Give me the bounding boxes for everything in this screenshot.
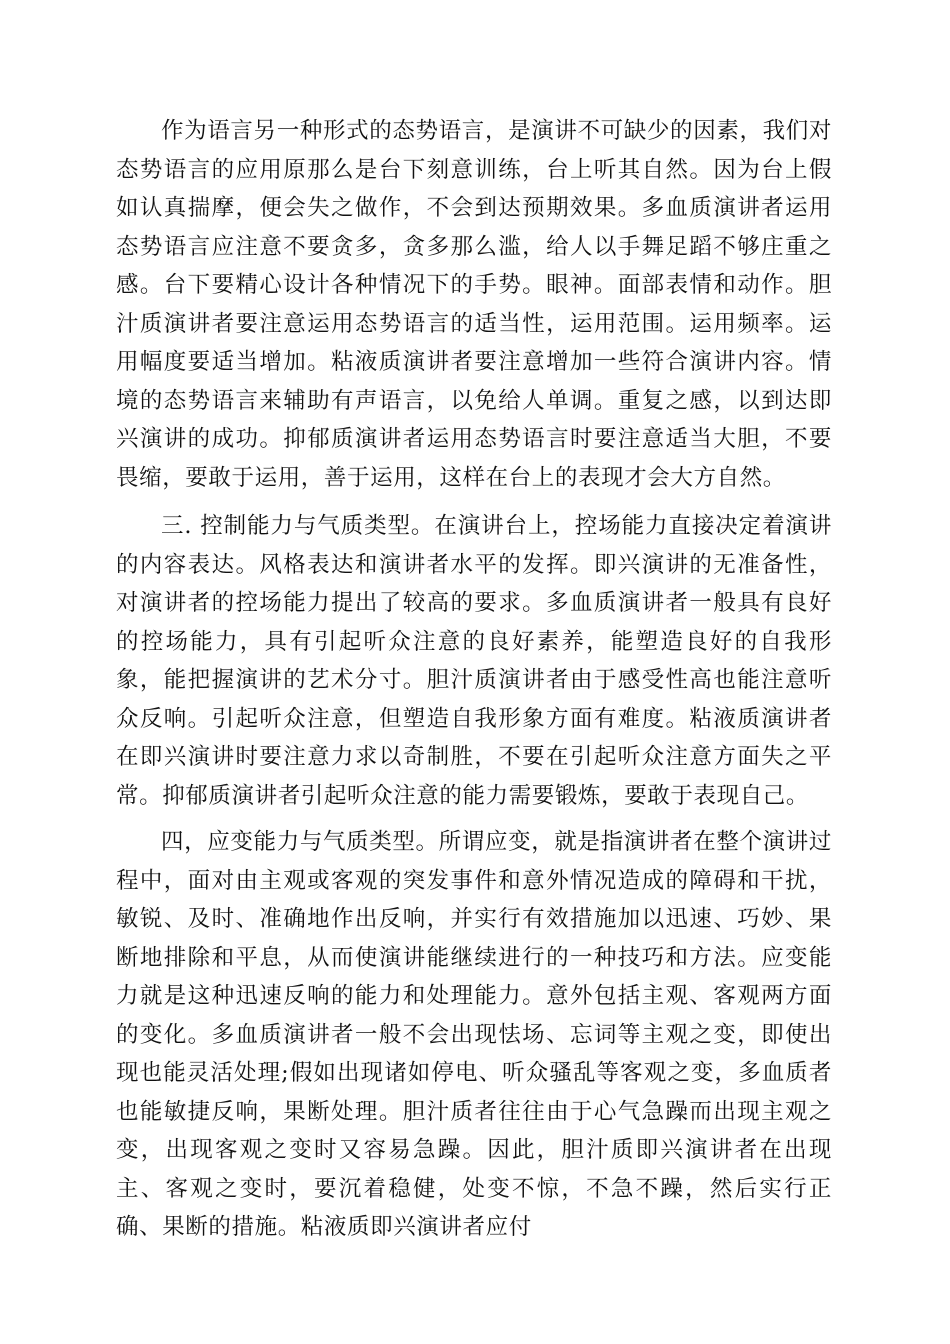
paragraph-section-four-adaptability: 四，应变能力与气质类型。所谓应变，就是指演讲者在整个演讲过程中，面对由主观或客观的突发事件和意外情况造成的障碍和干扰，敏锐、及时、准确地作出反响，并实行有效措施加以迅速、巧妙、果断地排除和平息，从而使演讲能继续进行的一种技巧和方法。应变能力就是这种迅速反响的能力和处理能力。意外包括主观、客观两方面的变化。多血质演讲者一般不会出现怯场、忘词等主观之变，即使出现也能灵活处理;假如出现诸如停电、听众骚乱等客观之变，多血质者也能敏捷反响，果断处理。胆汁质者往往由于心气急躁而出现主观之变，出现客观之变时又容易急躁。因此，胆汁质即兴演讲者在出现主、客观之变时，要沉着稳健，处变不惊，不急不躁，然后实行正确、果断的措施。粘液质即兴演讲者应付: [116, 829, 832, 1240]
paragraph-section-three-control-ability: 三. 控制能力与气质类型。在演讲台上，控场能力直接决定着演讲的内容表达。风格表达和演讲者水平的发挥。即兴演讲的无准备性，对演讲者的控场能力提出了较高的要求。多血质演讲者一般具有良好的控场能力，具有引起听众注意的良好素养，能塑造良好的自我形象，能把握演讲的艺术分寸。胆汁质演讲者由于感受性高也能注意听众反响。引起听众注意，但塑造自我形象方面有难度。粘液质演讲者在即兴演讲时要注意力求以奇制胜，不要在引起听众注意方面失之平常。抑郁质演讲者引起听众注意的能力需要锻炼，要敢于表现自己。: [116, 513, 832, 809]
paragraph-body-gesture-language: 作为语言另一种形式的态势语言，是演讲不可缺少的因素，我们对态势语言的应用原那么是台下刻意训练，台上听其自然。因为台上假如认真揣摩，便会失之做作，不会到达预期效果。多血质演讲者运用态势语言应注意不要贪多，贪多那么滥，给人以手舞足蹈不够庄重之感。台下要精心设计各种情况下的手势。眼神。面部表情和动作。胆汁质演讲者要注意运用态势语言的适当性，运用范围。运用频率。运用幅度要适当增加。粘液质演讲者要注意增加一些符合演讲内容。情境的态势语言来辅助有声语言，以免给人单调。重复之感，以到达即兴演讲的成功。抑郁质演讲者运用态势语言时要注意适当大胆，不要畏缩，要敢于运用，善于运用，这样在台上的表现才会大方自然。: [116, 118, 832, 491]
